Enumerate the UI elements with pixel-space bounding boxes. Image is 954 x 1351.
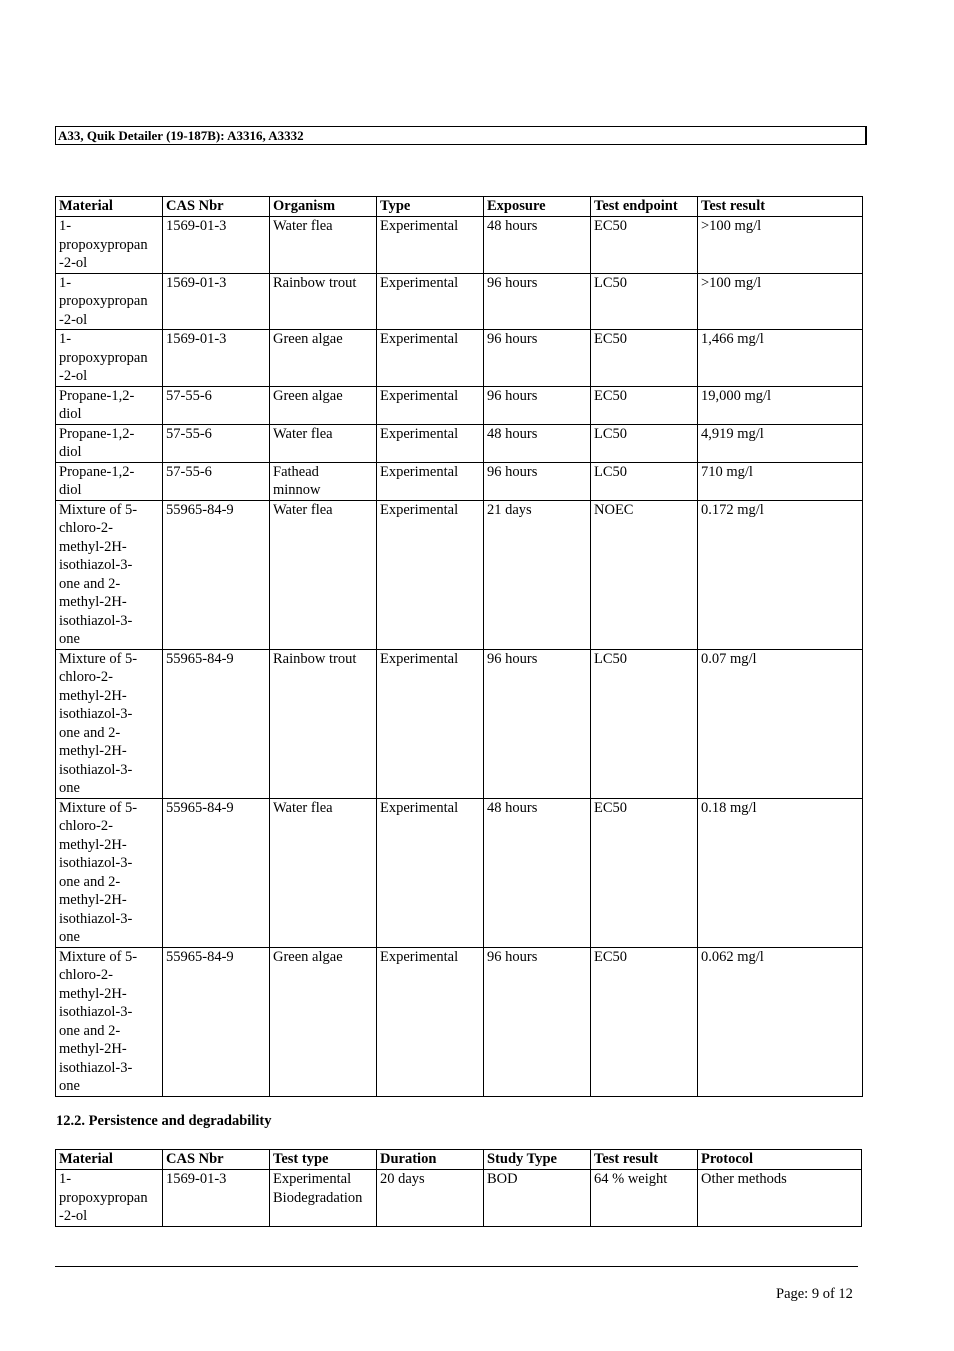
table-cell: NOEC: [591, 500, 698, 649]
table-cell: 1569-01-3: [163, 273, 270, 330]
table-cell: 57-55-6: [163, 462, 270, 500]
table-cell: Experimental: [377, 386, 484, 424]
table-cell: Experimental: [377, 462, 484, 500]
table-cell: Green algae: [270, 947, 377, 1096]
table-cell: 57-55-6: [163, 386, 270, 424]
column-header: Study Type: [484, 1150, 591, 1170]
table-cell: 1- propoxypropan -2-ol: [56, 217, 163, 274]
table-cell: 0.172 mg/l: [698, 500, 863, 649]
table-cell: Propane-1,2- diol: [56, 462, 163, 500]
table-cell: >100 mg/l: [698, 273, 863, 330]
table-cell: Water flea: [270, 424, 377, 462]
table-cell: Mixture of 5- chloro-2- methyl-2H- isothiazol-3- one and 2- methyl-2H- isothiazol-3- one: [56, 798, 163, 947]
table-cell: EC50: [591, 217, 698, 274]
table-cell: Other methods: [698, 1170, 862, 1227]
table-cell: 1- propoxypropan -2-ol: [56, 1170, 163, 1227]
column-header: Test endpoint: [591, 197, 698, 217]
table-cell: 64 % weight: [591, 1170, 698, 1227]
table-cell: 1569-01-3: [163, 1170, 270, 1227]
table-cell: 48 hours: [484, 217, 591, 274]
table-cell: 1- propoxypropan -2-ol: [56, 330, 163, 387]
table-cell: EC50: [591, 386, 698, 424]
table-cell: Water flea: [270, 798, 377, 947]
table-cell: Experimental: [377, 273, 484, 330]
table-cell: 96 hours: [484, 330, 591, 387]
table-cell: >100 mg/l: [698, 217, 863, 274]
table-cell: LC50: [591, 462, 698, 500]
table-cell: LC50: [591, 649, 698, 798]
table-cell: Mixture of 5- chloro-2- methyl-2H- isothiazol-3- one and 2- methyl-2H- isothiazol-3- one: [56, 947, 163, 1096]
column-header: Exposure: [484, 197, 591, 217]
table-header-row: [56, 1150, 862, 1170]
table-row: [56, 217, 863, 274]
table-cell: 96 hours: [484, 386, 591, 424]
table-row: [56, 330, 863, 387]
table-cell: 710 mg/l: [698, 462, 863, 500]
table-cell: 0.18 mg/l: [698, 798, 863, 947]
column-header: Protocol: [698, 1150, 862, 1170]
table-cell: Green algae: [270, 386, 377, 424]
table-cell: LC50: [591, 424, 698, 462]
table-row: [56, 462, 863, 500]
table-cell: 20 days: [377, 1170, 484, 1227]
table-cell: 1- propoxypropan -2-ol: [56, 273, 163, 330]
product-title: A33, Quik Detailer (19-187B): A3316, A3332: [58, 128, 304, 143]
table-cell: Experimental: [377, 217, 484, 274]
table-cell: Experimental: [377, 424, 484, 462]
table-cell: 96 hours: [484, 462, 591, 500]
table-row: [56, 424, 863, 462]
table-cell: Mixture of 5- chloro-2- methyl-2H- isothiazol-3- one and 2- methyl-2H- isothiazol-3- one: [56, 500, 163, 649]
table-cell: Water flea: [270, 217, 377, 274]
table-row: [56, 1170, 862, 1227]
page-number: Page: 9 of 12: [776, 1286, 853, 1302]
table-row: [56, 947, 863, 1096]
table-cell: Propane-1,2- diol: [56, 424, 163, 462]
table-cell: 19,000 mg/l: [698, 386, 863, 424]
document-header: [55, 126, 867, 145]
column-header: Organism: [270, 197, 377, 217]
table-row: [56, 798, 863, 947]
column-header: Test type: [270, 1150, 377, 1170]
column-header: CAS Nbr: [163, 1150, 270, 1170]
column-header: Test result: [591, 1150, 698, 1170]
table-cell: 0.07 mg/l: [698, 649, 863, 798]
table-cell: Rainbow trout: [270, 273, 377, 330]
table-cell: 96 hours: [484, 947, 591, 1096]
table-cell: EC50: [591, 947, 698, 1096]
table-cell: 55965-84-9: [163, 649, 270, 798]
table-cell: Water flea: [270, 500, 377, 649]
ecotoxicity-table: [55, 196, 863, 1097]
table-cell: Rainbow trout: [270, 649, 377, 798]
table-cell: Experimental Biodegradation: [270, 1170, 377, 1227]
table-row: [56, 273, 863, 330]
table-cell: LC50: [591, 273, 698, 330]
table-row: [56, 386, 863, 424]
persistence-table: [55, 1149, 862, 1227]
column-header: CAS Nbr: [163, 197, 270, 217]
table-cell: 96 hours: [484, 649, 591, 798]
table-cell: 57-55-6: [163, 424, 270, 462]
table-cell: 55965-84-9: [163, 798, 270, 947]
column-header: Material: [56, 197, 163, 217]
table-cell: 1,466 mg/l: [698, 330, 863, 387]
table-cell: 96 hours: [484, 273, 591, 330]
table-cell: 48 hours: [484, 424, 591, 462]
table-cell: EC50: [591, 330, 698, 387]
table-cell: 0.062 mg/l: [698, 947, 863, 1096]
table-row: [56, 649, 863, 798]
table-cell: EC50: [591, 798, 698, 947]
table-cell: 1569-01-3: [163, 330, 270, 387]
table-cell: Experimental: [377, 330, 484, 387]
table-cell: Experimental: [377, 649, 484, 798]
column-header: Type: [377, 197, 484, 217]
table-cell: Green algae: [270, 330, 377, 387]
section-title-persistence: 12.2. Persistence and degradability: [56, 1113, 272, 1129]
table-cell: 48 hours: [484, 798, 591, 947]
table-cell: 1569-01-3: [163, 217, 270, 274]
table-cell: BOD: [484, 1170, 591, 1227]
table-cell: 4,919 mg/l: [698, 424, 863, 462]
table-cell: 55965-84-9: [163, 500, 270, 649]
table-cell: Fathead minnow: [270, 462, 377, 500]
table-row: [56, 500, 863, 649]
table-cell: Experimental: [377, 500, 484, 649]
table-cell: Experimental: [377, 947, 484, 1096]
table-cell: Experimental: [377, 798, 484, 947]
table-cell: Propane-1,2- diol: [56, 386, 163, 424]
column-header: Duration: [377, 1150, 484, 1170]
table-cell: 55965-84-9: [163, 947, 270, 1096]
column-header: Material: [56, 1150, 163, 1170]
table-header-row: [56, 197, 863, 217]
footer-divider: [55, 1266, 858, 1267]
column-header: Test result: [698, 197, 863, 217]
table-cell: Mixture of 5- chloro-2- methyl-2H- isothiazol-3- one and 2- methyl-2H- isothiazol-3- one: [56, 649, 163, 798]
table-cell: 21 days: [484, 500, 591, 649]
